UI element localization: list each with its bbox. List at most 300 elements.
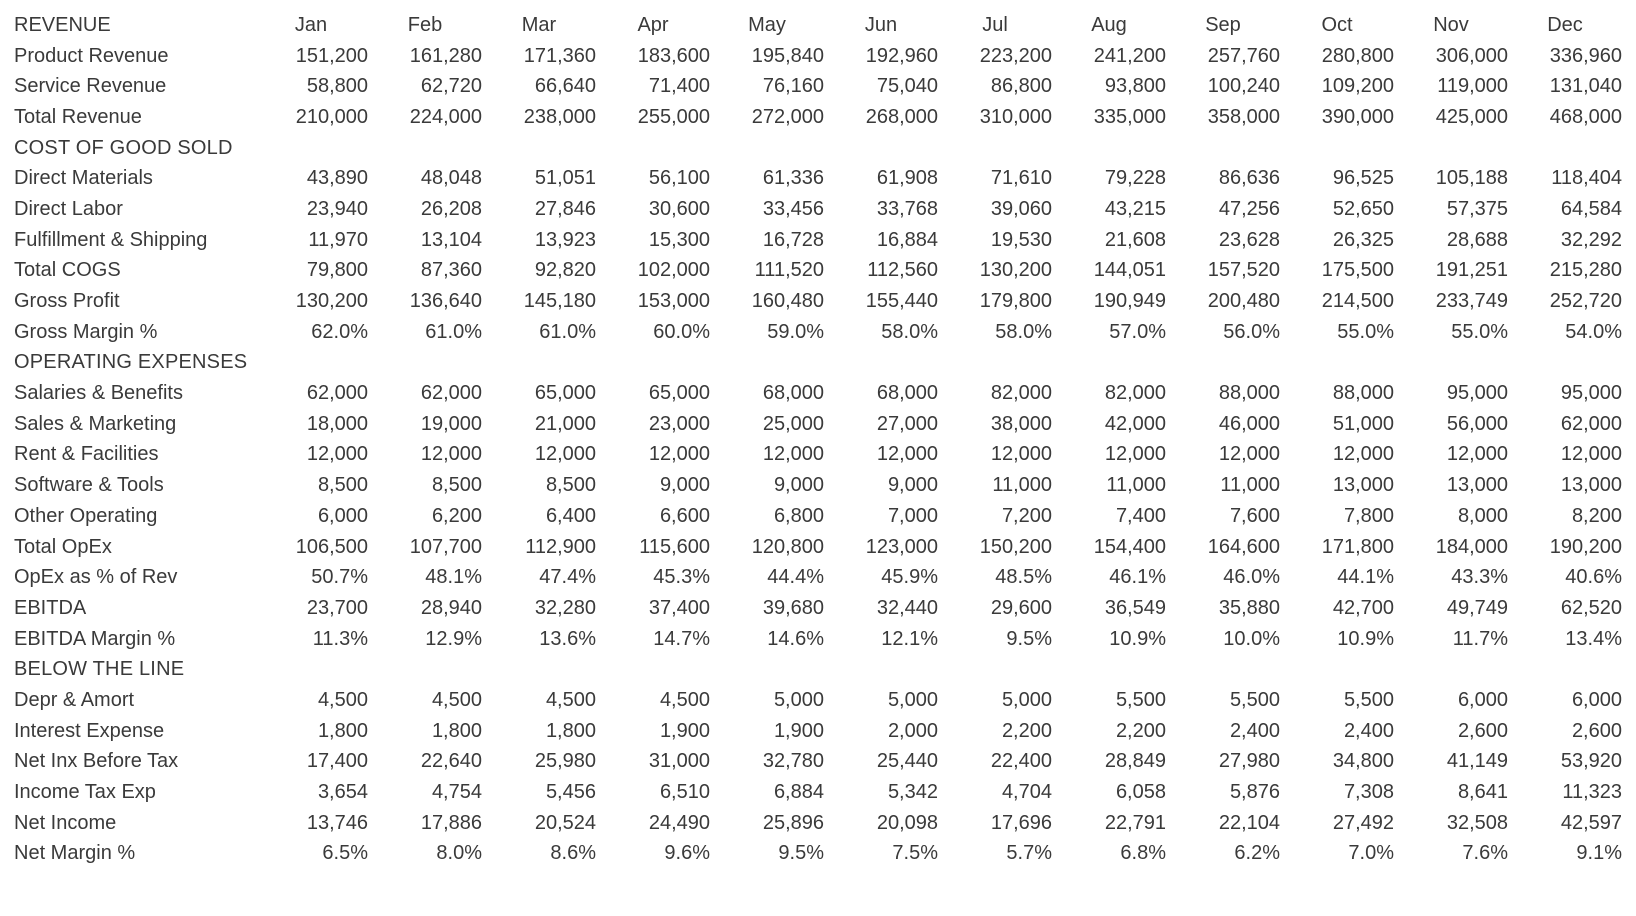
value-cell: 45.3% — [653, 566, 710, 589]
month-header: Jan — [294, 13, 328, 36]
value-cell: 75,040 — [876, 75, 938, 98]
value-cell: 65,000 — [648, 382, 710, 405]
value-cell: 27,846 — [534, 197, 596, 220]
value-cell: 6.5% — [322, 842, 368, 865]
value-cell: 42,597 — [1560, 811, 1622, 834]
value-cell: 7.5% — [892, 842, 938, 865]
income-statement-table — [14, 10, 1626, 869]
value-cell: 22,640 — [420, 750, 482, 773]
value-cell: 82,000 — [1104, 382, 1166, 405]
value-cell: 12,000 — [762, 443, 824, 466]
value-cell: 95,000 — [1560, 382, 1622, 405]
value-cell: 5,456 — [545, 781, 596, 804]
value-cell: 11,000 — [992, 474, 1052, 497]
value-cell: 6,400 — [545, 504, 596, 527]
value-cell: 8,500 — [317, 474, 368, 497]
value-cell: 55.0% — [1451, 320, 1508, 343]
value-cell: 71,400 — [648, 75, 710, 98]
value-cell: 11,970 — [308, 228, 368, 251]
row-label: Total Revenue — [14, 105, 142, 128]
value-cell: 56.0% — [1223, 320, 1280, 343]
value-cell: 48.5% — [995, 566, 1052, 589]
value-cell: 88,000 — [1332, 382, 1394, 405]
value-cell: 335,000 — [1093, 105, 1166, 128]
value-cell: 238,000 — [523, 105, 596, 128]
value-cell: 1,800 — [545, 719, 596, 742]
row-label: Direct Materials — [14, 167, 153, 190]
value-cell: 8,200 — [1571, 504, 1622, 527]
month-header: Jun — [864, 13, 898, 36]
value-cell: 175,500 — [1321, 259, 1394, 282]
value-cell: 48.1% — [425, 566, 482, 589]
value-cell: 62,000 — [1560, 412, 1622, 435]
header-label: REVENUE — [14, 13, 111, 36]
row-label: Income Tax Exp — [14, 781, 156, 804]
value-cell: 12,000 — [876, 443, 938, 466]
value-cell: 468,000 — [1549, 105, 1622, 128]
value-cell: 12,000 — [1104, 443, 1166, 466]
value-cell: 4,704 — [1001, 781, 1052, 804]
value-cell: 130,200 — [979, 259, 1052, 282]
value-cell: 144,051 — [1093, 259, 1166, 282]
value-cell: 5,500 — [1115, 688, 1166, 711]
value-cell: 28,688 — [1446, 228, 1508, 251]
value-cell: 2,200 — [1001, 719, 1052, 742]
table-row — [14, 777, 1626, 808]
value-cell: 79,800 — [306, 259, 368, 282]
value-cell: 71,610 — [990, 167, 1052, 190]
value-cell: 310,000 — [979, 105, 1052, 128]
value-cell: 195,840 — [751, 44, 824, 67]
value-cell: 105,188 — [1435, 167, 1508, 190]
value-cell: 5,000 — [887, 688, 938, 711]
value-cell: 12,000 — [990, 443, 1052, 466]
value-cell: 43,890 — [306, 167, 368, 190]
table-row — [14, 286, 1626, 317]
value-cell: 19,530 — [990, 228, 1052, 251]
value-cell: 14.7% — [653, 627, 710, 650]
value-cell: 61,336 — [762, 167, 824, 190]
value-cell: 6,200 — [431, 504, 482, 527]
row-label: OpEx as % of Rev — [14, 566, 178, 589]
value-cell: 109,200 — [1321, 75, 1394, 98]
value-cell: 53,920 — [1560, 750, 1622, 773]
table-row — [14, 41, 1626, 72]
value-cell: 12,000 — [534, 443, 596, 466]
table-row — [14, 624, 1626, 655]
row-label: Net Income — [14, 811, 117, 834]
row-label: Product Revenue — [14, 44, 169, 67]
value-cell: 17,886 — [420, 811, 482, 834]
row-label: Total COGS — [14, 259, 121, 282]
value-cell: 13,746 — [306, 811, 368, 834]
row-label: Software & Tools — [14, 474, 164, 497]
value-cell: 224,000 — [409, 105, 482, 128]
value-cell: 6.2% — [1234, 842, 1280, 865]
value-cell: 43,215 — [1104, 197, 1166, 220]
value-cell: 29,600 — [990, 596, 1052, 619]
value-cell: 41,149 — [1446, 750, 1508, 773]
section-title: OPERATING EXPENSES — [14, 351, 248, 374]
value-cell: 161,280 — [409, 44, 482, 67]
value-cell: 32,440 — [876, 596, 938, 619]
value-cell: 50.7% — [311, 566, 368, 589]
value-cell: 34,800 — [1332, 750, 1394, 773]
table-row — [14, 532, 1626, 563]
value-cell: 7,800 — [1343, 504, 1394, 527]
month-header: Oct — [1321, 13, 1353, 36]
value-cell: 2,600 — [1457, 719, 1508, 742]
value-cell: 268,000 — [865, 105, 938, 128]
row-label: Sales & Marketing — [14, 412, 177, 435]
value-cell: 115,600 — [639, 535, 710, 558]
value-cell: 32,292 — [1560, 228, 1622, 251]
value-cell: 118,404 — [1551, 167, 1622, 190]
value-cell: 241,200 — [1093, 44, 1166, 67]
value-cell: 12,000 — [1218, 443, 1280, 466]
value-cell: 48,048 — [420, 167, 482, 190]
value-cell: 9,000 — [773, 474, 824, 497]
value-cell: 151,200 — [295, 44, 368, 67]
value-cell: 46.1% — [1109, 566, 1166, 589]
value-cell: 15,300 — [648, 228, 710, 251]
value-cell: 10.0% — [1223, 627, 1280, 650]
value-cell: 12,000 — [420, 443, 482, 466]
value-cell: 51,051 — [534, 167, 596, 190]
value-cell: 119,000 — [1437, 75, 1508, 98]
value-cell: 17,400 — [306, 750, 368, 773]
value-cell: 4,754 — [431, 781, 482, 804]
section-header-row — [14, 348, 1626, 379]
value-cell: 32,280 — [534, 596, 596, 619]
value-cell: 38,000 — [990, 412, 1052, 435]
row-label: Other Operating — [14, 504, 158, 527]
value-cell: 20,524 — [534, 811, 596, 834]
value-cell: 58.0% — [995, 320, 1052, 343]
value-cell: 8.6% — [550, 842, 596, 865]
table-row — [14, 378, 1626, 409]
value-cell: 39,680 — [762, 596, 824, 619]
value-cell: 87,360 — [420, 259, 482, 282]
value-cell: 7,308 — [1343, 781, 1394, 804]
row-label: Service Revenue — [14, 75, 167, 98]
value-cell: 37,400 — [648, 596, 710, 619]
value-cell: 154,400 — [1093, 535, 1166, 558]
month-header: Aug — [1091, 13, 1127, 36]
value-cell: 27,980 — [1218, 750, 1280, 773]
table-row — [14, 685, 1626, 716]
row-label: Direct Labor — [14, 197, 123, 220]
value-cell: 5,500 — [1343, 688, 1394, 711]
value-cell: 23,700 — [306, 596, 368, 619]
value-cell: 44.4% — [767, 566, 824, 589]
value-cell: 79,228 — [1104, 167, 1166, 190]
value-cell: 22,104 — [1218, 811, 1280, 834]
value-cell: 4,500 — [659, 688, 710, 711]
value-cell: 61,908 — [876, 167, 938, 190]
value-cell: 11.7% — [1452, 627, 1508, 650]
value-cell: 6,058 — [1115, 781, 1166, 804]
value-cell: 136,640 — [409, 290, 482, 313]
value-cell: 8,500 — [431, 474, 482, 497]
value-cell: 47.4% — [539, 566, 596, 589]
value-cell: 56,100 — [648, 167, 710, 190]
value-cell: 9.5% — [778, 842, 824, 865]
value-cell: 2,000 — [887, 719, 938, 742]
value-cell: 6,000 — [1457, 688, 1508, 711]
value-cell: 192,960 — [865, 44, 938, 67]
row-label: Fulfillment & Shipping — [14, 228, 208, 251]
value-cell: 62,000 — [420, 382, 482, 405]
value-cell: 23,940 — [306, 197, 368, 220]
value-cell: 107,700 — [409, 535, 482, 558]
value-cell: 157,520 — [1207, 259, 1280, 282]
section-title: BELOW THE LINE — [14, 658, 185, 681]
value-cell: 102,000 — [637, 259, 710, 282]
value-cell: 6,000 — [317, 504, 368, 527]
month-header: Jul — [982, 13, 1008, 36]
value-cell: 33,768 — [876, 197, 938, 220]
value-cell: 9,000 — [887, 474, 938, 497]
value-cell: 26,325 — [1332, 228, 1394, 251]
value-cell: 96,525 — [1332, 167, 1394, 190]
value-cell: 7,200 — [1001, 504, 1052, 527]
value-cell: 131,040 — [1549, 75, 1622, 98]
value-cell: 42,000 — [1104, 412, 1166, 435]
value-cell: 8.0% — [436, 842, 482, 865]
value-cell: 6,884 — [773, 781, 824, 804]
value-cell: 272,000 — [751, 105, 824, 128]
table-row — [14, 102, 1626, 133]
value-cell: 7.0% — [1348, 842, 1394, 865]
value-cell: 52,650 — [1332, 197, 1394, 220]
value-cell: 58,800 — [306, 75, 368, 98]
table-row — [14, 716, 1626, 747]
value-cell: 13,923 — [534, 228, 596, 251]
month-header: Feb — [407, 13, 443, 36]
value-cell: 76,160 — [762, 75, 824, 98]
value-cell: 47,256 — [1218, 197, 1280, 220]
value-cell: 9,000 — [659, 474, 710, 497]
value-cell: 88,000 — [1218, 382, 1280, 405]
value-cell: 92,820 — [534, 259, 596, 282]
value-cell: 183,600 — [637, 44, 710, 67]
value-cell: 44.1% — [1337, 566, 1394, 589]
value-cell: 55.0% — [1337, 320, 1394, 343]
value-cell: 28,940 — [420, 596, 482, 619]
value-cell: 4,500 — [317, 688, 368, 711]
value-cell: 150,200 — [979, 535, 1052, 558]
value-cell: 106,500 — [295, 535, 368, 558]
value-cell: 11,323 — [1562, 781, 1622, 804]
value-cell: 12,000 — [1332, 443, 1394, 466]
value-cell: 13,104 — [420, 228, 482, 251]
value-cell: 7,600 — [1229, 504, 1280, 527]
value-cell: 19,000 — [420, 412, 482, 435]
value-cell: 35,880 — [1218, 596, 1280, 619]
month-header: Mar — [521, 13, 557, 36]
row-label: Total OpEx — [14, 535, 112, 558]
value-cell: 111,520 — [754, 259, 824, 282]
value-cell: 210,000 — [295, 105, 368, 128]
row-label: EBITDA — [14, 596, 87, 619]
value-cell: 6,600 — [659, 504, 710, 527]
value-cell: 11,000 — [1106, 474, 1166, 497]
value-cell: 5,876 — [1229, 781, 1280, 804]
month-header: Nov — [1433, 13, 1469, 36]
value-cell: 95,000 — [1446, 382, 1508, 405]
value-cell: 16,884 — [876, 228, 938, 251]
value-cell: 9.6% — [664, 842, 710, 865]
value-cell: 25,000 — [762, 412, 824, 435]
value-cell: 11.3% — [312, 627, 368, 650]
value-cell: 5,000 — [1001, 688, 1052, 711]
value-cell: 223,200 — [979, 44, 1052, 67]
value-cell: 62,720 — [420, 75, 482, 98]
value-cell: 1,900 — [659, 719, 710, 742]
value-cell: 164,600 — [1207, 535, 1280, 558]
table-row — [14, 317, 1626, 348]
value-cell: 57.0% — [1109, 320, 1166, 343]
table-row — [14, 440, 1626, 471]
table-row — [14, 501, 1626, 532]
value-cell: 18,000 — [306, 412, 368, 435]
value-cell: 56,000 — [1446, 412, 1508, 435]
value-cell: 23,000 — [648, 412, 710, 435]
value-cell: 306,000 — [1435, 44, 1508, 67]
table-row — [14, 256, 1626, 287]
value-cell: 4,500 — [545, 688, 596, 711]
value-cell: 145,180 — [523, 290, 596, 313]
value-cell: 184,000 — [1435, 535, 1508, 558]
value-cell: 6,800 — [773, 504, 824, 527]
value-cell: 31,000 — [648, 750, 710, 773]
value-cell: 30,600 — [648, 197, 710, 220]
value-cell: 13,000 — [1446, 474, 1508, 497]
table-row — [14, 470, 1626, 501]
value-cell: 12.9% — [425, 627, 482, 650]
value-cell: 100,240 — [1207, 75, 1280, 98]
value-cell: 33,456 — [762, 197, 824, 220]
value-cell: 5,000 — [773, 688, 824, 711]
value-cell: 1,800 — [431, 719, 482, 742]
section-header-row — [14, 654, 1626, 685]
value-cell: 32,508 — [1446, 811, 1508, 834]
value-cell: 46,000 — [1218, 412, 1280, 435]
value-cell: 22,400 — [990, 750, 1052, 773]
month-header: Dec — [1547, 13, 1583, 36]
value-cell: 21,000 — [534, 412, 596, 435]
value-cell: 155,440 — [865, 290, 938, 313]
header-row — [14, 10, 1626, 41]
value-cell: 255,000 — [637, 105, 710, 128]
value-cell: 10.9% — [1337, 627, 1394, 650]
value-cell: 27,000 — [876, 412, 938, 435]
month-header: May — [748, 13, 786, 36]
value-cell: 60.0% — [653, 320, 710, 343]
value-cell: 22,791 — [1104, 811, 1166, 834]
table-row — [14, 225, 1626, 256]
value-cell: 3,654 — [317, 781, 368, 804]
value-cell: 179,800 — [979, 290, 1052, 313]
value-cell: 280,800 — [1321, 44, 1394, 67]
value-cell: 25,440 — [876, 750, 938, 773]
value-cell: 8,000 — [1457, 504, 1508, 527]
row-label: Net Margin % — [14, 842, 136, 865]
table-row — [14, 808, 1626, 839]
value-cell: 2,600 — [1571, 719, 1622, 742]
value-cell: 112,900 — [525, 535, 596, 558]
value-cell: 1,900 — [773, 719, 824, 742]
table-row — [14, 71, 1626, 102]
value-cell: 390,000 — [1321, 105, 1394, 128]
value-cell: 62,520 — [1560, 596, 1622, 619]
value-cell: 5,500 — [1229, 688, 1280, 711]
value-cell: 2,200 — [1115, 719, 1166, 742]
value-cell: 12,000 — [648, 443, 710, 466]
value-cell: 42,700 — [1332, 596, 1394, 619]
value-cell: 4,500 — [431, 688, 482, 711]
value-cell: 190,949 — [1093, 290, 1166, 313]
value-cell: 14.6% — [767, 627, 824, 650]
row-label: EBITDA Margin % — [14, 627, 176, 650]
value-cell: 17,696 — [990, 811, 1052, 834]
value-cell: 68,000 — [876, 382, 938, 405]
value-cell: 20,098 — [876, 811, 938, 834]
row-label: Rent & Facilities — [14, 443, 159, 466]
value-cell: 59.0% — [767, 320, 824, 343]
table-row — [14, 409, 1626, 440]
row-label: Gross Margin % — [14, 320, 158, 343]
row-label: Net Inx Before Tax — [14, 750, 179, 773]
value-cell: 336,960 — [1549, 44, 1622, 67]
value-cell: 5.7% — [1006, 842, 1052, 865]
value-cell: 153,000 — [637, 290, 710, 313]
value-cell: 57,375 — [1446, 197, 1508, 220]
section-title: COST OF GOOD SOLD — [14, 136, 233, 159]
value-cell: 13,000 — [1332, 474, 1394, 497]
month-header: Apr — [637, 13, 669, 36]
value-cell: 130,200 — [295, 290, 368, 313]
value-cell: 12.1% — [881, 627, 938, 650]
value-cell: 171,800 — [1321, 535, 1394, 558]
value-cell: 2,400 — [1343, 719, 1394, 742]
value-cell: 93,800 — [1104, 75, 1166, 98]
value-cell: 62.0% — [311, 320, 368, 343]
value-cell: 62,000 — [306, 382, 368, 405]
value-cell: 36,549 — [1104, 596, 1166, 619]
value-cell: 7,400 — [1115, 504, 1166, 527]
table-body — [14, 41, 1626, 870]
value-cell: 214,500 — [1321, 290, 1394, 313]
value-cell: 54.0% — [1565, 320, 1622, 343]
value-cell: 252,720 — [1549, 290, 1622, 313]
value-cell: 12,000 — [1560, 443, 1622, 466]
value-cell: 66,640 — [534, 75, 596, 98]
row-label: Depr & Amort — [14, 688, 135, 711]
value-cell: 32,780 — [762, 750, 824, 773]
value-cell: 43.3% — [1451, 566, 1508, 589]
value-cell: 9.5% — [1006, 627, 1052, 650]
value-cell: 51,000 — [1332, 412, 1394, 435]
value-cell: 7,000 — [887, 504, 938, 527]
value-cell: 6.8% — [1120, 842, 1166, 865]
value-cell: 16,728 — [762, 228, 824, 251]
value-cell: 171,360 — [523, 44, 596, 67]
value-cell: 6,510 — [659, 781, 710, 804]
value-cell: 21,608 — [1104, 228, 1166, 251]
value-cell: 49,749 — [1446, 596, 1508, 619]
